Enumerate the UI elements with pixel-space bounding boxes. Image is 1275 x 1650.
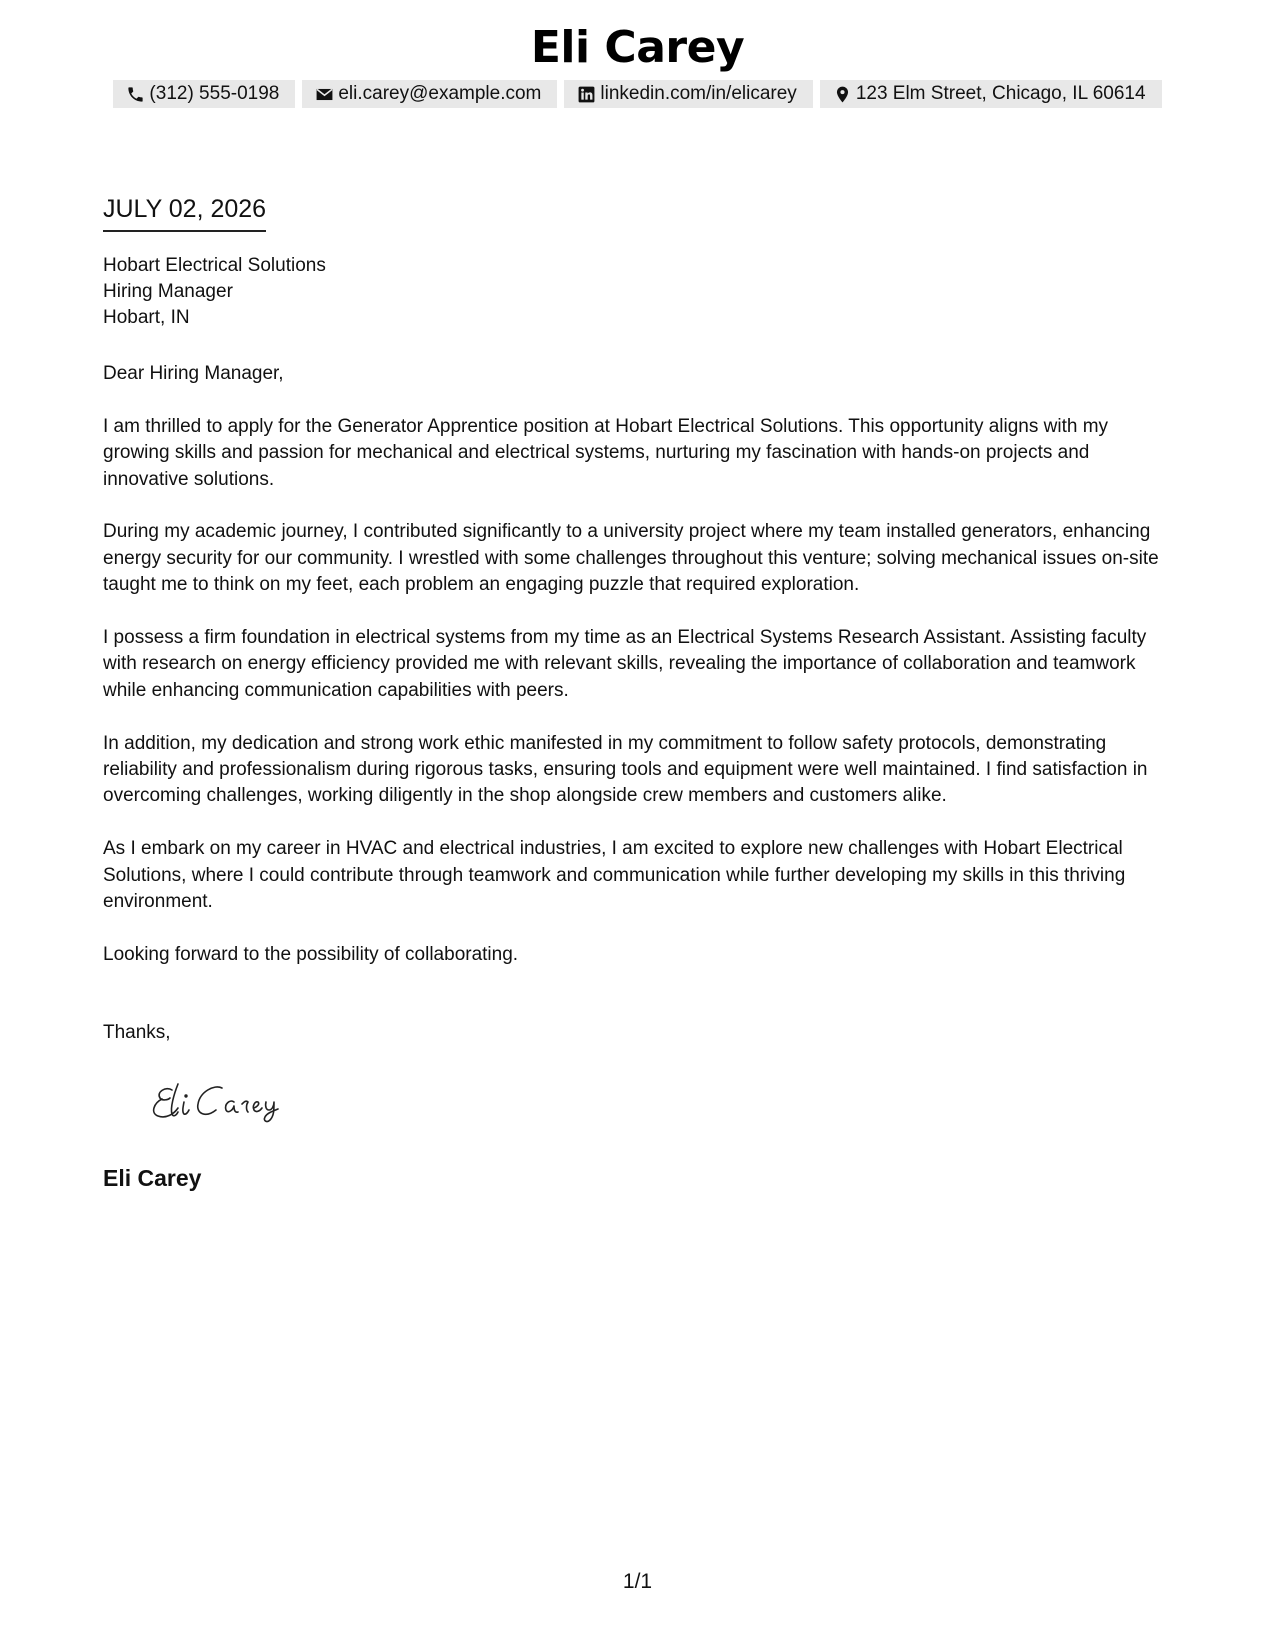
body-paragraph: During my academic journey, I contributed significantly to a university project where my team installed generators, enhancing energy security for our community. I wrestled with some challenges throughout this venture; solving mechanical issues on-site taught me to think on my feet, each problem an engaging puzzle that required exploration.: [103, 521, 1159, 596]
linkedin-icon: [577, 85, 596, 104]
applicant-name: Eli Carey: [530, 22, 745, 73]
page-number: 1/1: [622, 1570, 653, 1593]
salutation: Dear Hiring Manager,: [103, 363, 284, 384]
signer-name: Eli Carey: [103, 1165, 202, 1191]
body-paragraph: I possess a firm foundation in electrical systems from my time as an Electrical Systems Research Assistant. Assisting faculty with research on energy efficiency provided me with relevant skills, revealing the importance of collaboration and teamwork while enhancing communication capabilities with peers.: [103, 627, 1147, 701]
body-paragraph: I am thrilled to apply for the Generator Apprentice position at Hobart Electrical Solutions. This opportunity aligns with my growing skills and passion for mechanical and electrical systems, nurturing my fascination with hands-on projects and innovative solutions.: [103, 415, 1109, 490]
body-paragraph: Looking forward to the possibility of collaborating.: [103, 943, 519, 965]
recipient-company: Hobart Electrical Solutions: [103, 255, 326, 276]
contact-bar: [0, 80, 1275, 108]
contact-phone-text: (312) 555-0198: [149, 83, 280, 104]
map-pin-icon: [833, 85, 852, 104]
contact-linkedin: [564, 80, 812, 108]
letter-body: [103, 361, 1163, 995]
contact-address: [820, 80, 1162, 108]
contact-linkedin-text: linkedin.com/in/elicarey: [600, 83, 797, 104]
recipient-location: Hobart, IN: [103, 307, 190, 328]
contact-email-text: eli.carey@example.com: [338, 83, 542, 104]
closing: Thanks,: [103, 1022, 171, 1043]
signature-image: [150, 1072, 310, 1132]
recipient-title: Hiring Manager: [103, 281, 233, 302]
letter-date: JULY 02, 2026: [103, 193, 266, 232]
body-paragraph: In addition, my dedication and strong work ethic manifested in my commitment to follow safety protocols, demonstrating reliability and professionalism during rigorous tasks, ensuring tools and equipment were well maintained. I find satisfaction in overcoming challenges, working diligently in the shop alongside crew members and customers alike.: [103, 732, 1148, 807]
phone-icon: [126, 85, 145, 104]
envelope-icon: [315, 85, 334, 104]
contact-address-text: 123 Elm Street, Chicago, IL 60614: [855, 83, 1146, 104]
body-paragraph: As I embark on my career in HVAC and electrical industries, I am excited to explore new challenges with Hobart Electrical Solutions, where I could contribute through teamwork and communication while further developing my skills in this thriving environment.: [103, 838, 1126, 913]
contact-email: [302, 80, 557, 108]
recipient-block: [103, 253, 326, 331]
contact-phone: [113, 80, 295, 108]
